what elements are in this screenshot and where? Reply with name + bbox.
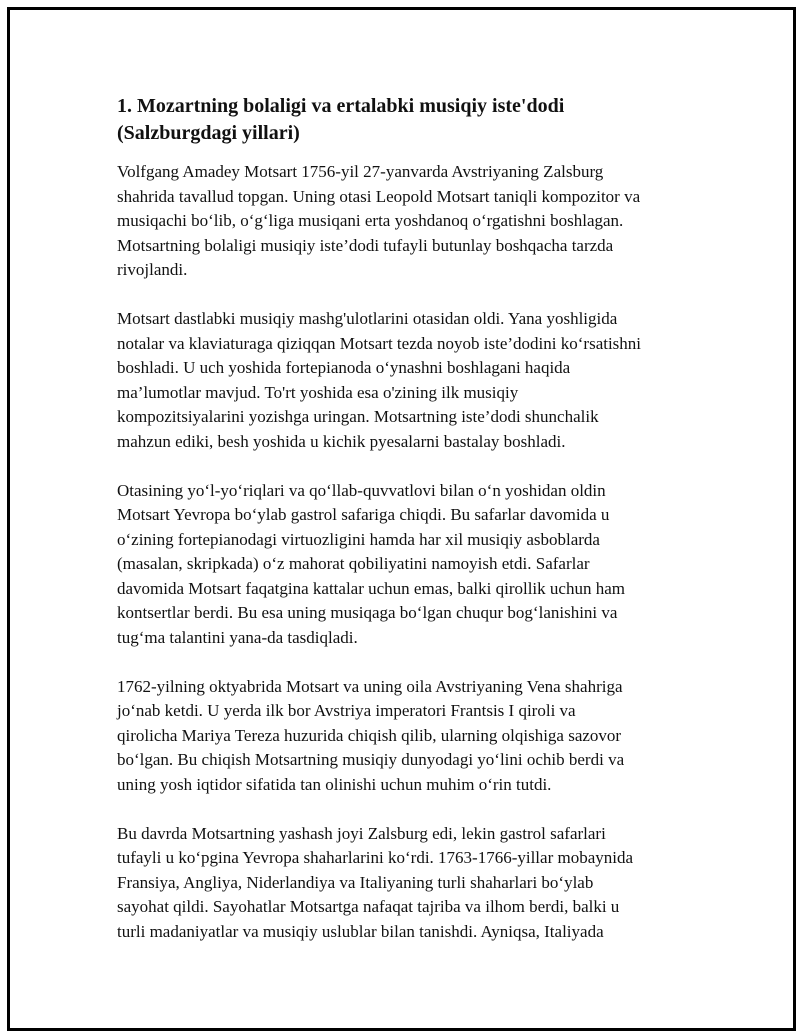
text-line: davomida Motsart faqatgina kattalar uchun emas, balki qirollik uchun ham [117, 578, 625, 598]
paragraph-2 [117, 307, 697, 454]
text-line: kontsertlar berdi. Bu esa uning musiqaga bo‘lgan chuqur bog‘lanishini va [117, 603, 618, 622]
paragraph-5 [117, 822, 697, 945]
heading-line: (Salzburgdagi yillari) [117, 122, 300, 144]
text-line: Bu davrda Motsartning yashash joyi Zalsburg edi, lekin gastrol safarlari [117, 823, 606, 843]
text-line: Motsartning bolaligi musiqiy iste’dodi tufayli butunlay boshqacha tarzda [117, 235, 614, 255]
text-line: uning yosh iqtidor sifatida tan olinishi uchun muhim o‘rin tutdi. [117, 774, 552, 794]
text-line: Volfgang Amadey Motsart 1756-yil 27-yanvarda Avstriyaning Zalsburg [117, 162, 604, 181]
text-line: jo‘nab ketdi. U yerda ilk bor Avstriya imperatori Frantsis I qiroli va [117, 701, 576, 720]
text-line: Fransiya, Angliya, Niderlandiya va Italiyaning turli shaharlari bo‘ylab [117, 872, 594, 892]
text-line: notalar va klaviaturaga qiziqqan Motsart tezda noyob iste’dodini ko‘rsatishni [117, 333, 642, 353]
text-line: (masalan, skripkada) o‘z mahorat qobiliyatini namoyish etdi. Safarlar [117, 554, 590, 573]
text-line: bo‘lgan. Bu chiqish Motsartning musiqiy dunyodagi yo‘lini ochib berdi va [117, 750, 625, 769]
text-line: Otasining yo‘l-yo‘riqlari va qo‘llab-quvvatlovi bilan o‘n yoshidan oldin [117, 480, 606, 500]
text-line: boshladi. U uch yoshida fortepianoda o‘ynashni boshlagani haqida [117, 358, 571, 377]
text-line: rivojlandi. [117, 260, 188, 279]
text-line: mahzun ediki, besh yoshida u kichik pyesalarni bastalay boshladi. [117, 431, 566, 451]
text-line: qirolicha Mariya Tereza huzurida chiqish qilib, ularning olqishiga sazovor [117, 725, 622, 745]
text-line: tufayli u ko‘pgina Yevropa shaharlarini ko‘rdi. 1763-1766-yillar mobaynida [117, 848, 634, 867]
text-line: tug‘ma talantini yana-da tasdiqladi. [117, 627, 358, 647]
paragraph-3 [117, 479, 697, 651]
text-line: kompozitsiyalarini yozishga uringan. Motsartning iste’dodi shunchalik [117, 407, 599, 426]
text-line: Motsart Yevropa bo‘ylab gastrol safariga chiqdi. Bu safarlar davomida u [117, 505, 610, 524]
paragraph-4 [117, 675, 697, 798]
text-line: 1762-yilning oktyabrida Motsart va uning oila Avstriyaning Vena shahriga [117, 676, 623, 696]
text-line: turli madaniyatlar va musiqiy uslublar bilan tanishdi. Ayniqsa, Italiyada [117, 921, 604, 941]
document-body [117, 93, 697, 944]
text-line: sayohat qildi. Sayohatlar Motsartga nafaqat tajriba va ilhom berdi, balki u [117, 897, 620, 916]
text-line: o‘zining fortepianodagi virtuozligini hamda har xil musiqiy asboblarda [117, 529, 600, 549]
section-heading [117, 93, 697, 147]
text-line: shahrida tavallud topgan. Uning otasi Leopold Motsart taniqli kompozitor va [117, 186, 641, 206]
paragraph-1 [117, 160, 697, 283]
heading-line: 1. Mozartning bolaligi va ertalabki musiqiy iste'dodi [117, 95, 565, 117]
text-line: Motsart dastlabki musiqiy mashg'ulotlarini otasidan oldi. Yana yoshligida [117, 309, 618, 328]
text-line: musiqachi bo‘lib, o‘g‘liga musiqani erta yoshdanoq o‘rgatishni boshlagan. [117, 211, 624, 230]
text-line: ma’lumotlar mavjud. To'rt yoshida esa o'zining ilk musiqiy [117, 382, 519, 402]
